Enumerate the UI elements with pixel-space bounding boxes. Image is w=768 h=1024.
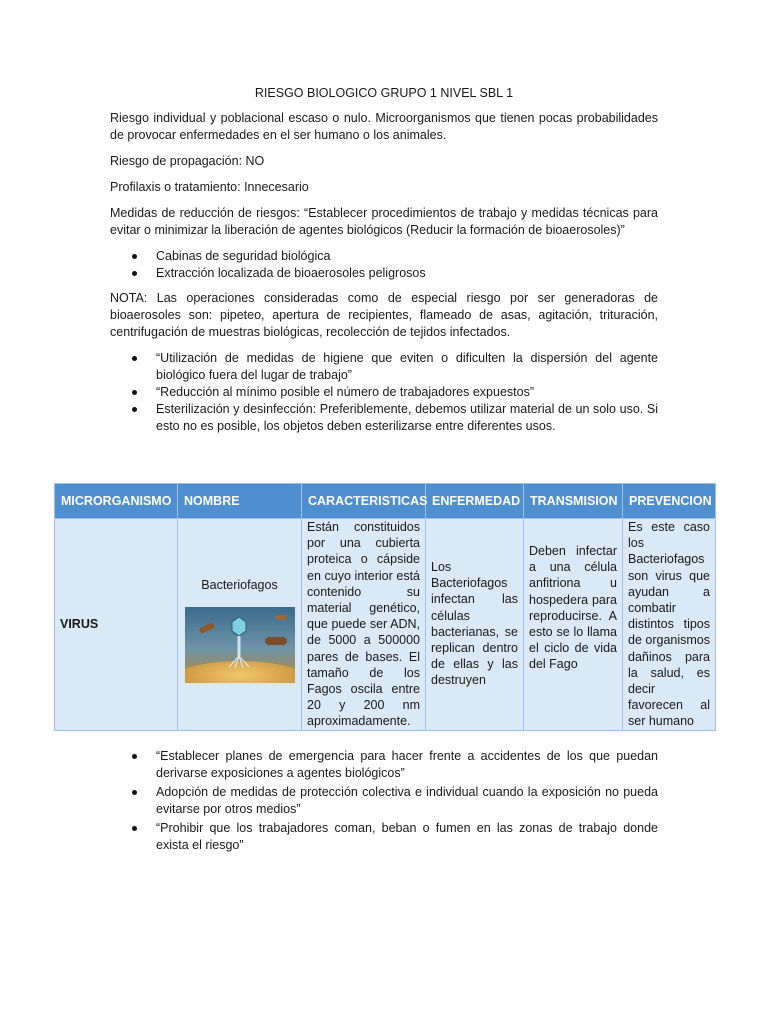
list-item: “Utilización de medidas de higiene que eviten o dificulten la dispersión del agente biológico fuera del lugar de trabajo” (110, 350, 658, 384)
table-row (55, 519, 716, 731)
bullet-icon (132, 356, 137, 361)
hygiene-list (110, 350, 658, 435)
bullet-icon (132, 271, 137, 276)
table-header-row (55, 484, 716, 519)
list-item: Cabinas de seguridad biológica (110, 248, 658, 265)
column-header: NOMBRE (178, 484, 302, 519)
disease-cell: Los Bacteriofagos infectan las células bacterianas, se replican dentro de ellas y las destruyen (426, 519, 524, 731)
bullet-icon (132, 826, 137, 831)
list-item: “Prohibir que los trabajadores coman, beban o fumen en las zonas de trabajo donde exista el riesgo” (110, 820, 658, 854)
intro-paragraph: Riesgo individual y poblacional escaso o nulo. Microorganismos que tienen pocas probabilidades de provocar enfermedades en el ser humano o los animales. (110, 111, 658, 142)
bullet-icon (132, 407, 137, 412)
list-item: Extracción localizada de bioaerosoles peligrosos (110, 265, 658, 282)
measures-paragraph: Medidas de reducción de riesgos: “Establecer procedimientos de trabajo y medidas técnicas para evitar o minimizar la liberación de agentes biológicos (Reducir la formación de bioaerosoles)” (110, 206, 658, 237)
name-cell (178, 519, 302, 731)
risk-table (54, 483, 716, 731)
document-body (110, 86, 658, 443)
bacteriophage-image (185, 607, 295, 683)
bullet-icon (132, 790, 137, 795)
note-paragraph: NOTA: Las operaciones consideradas como de especial riesgo por ser generadoras de bioaerosoles son: pipeteo, apertura de recipientes, flameado de asas, agitación, trituración, centrifugación de muestras biológicas, recolección de tejidos infectados. (110, 291, 658, 339)
bullet-icon (132, 754, 137, 759)
list-item: Esterilización y desinfección: Preferiblemente, debemos utilizar material de un solo uso. Si esto no es posible, los objetos deben esterilizarse entre diferentes usos. (110, 401, 658, 435)
list-item: “Reducción al mínimo posible el número de trabajadores expuestos” (110, 384, 658, 401)
column-header: MICRORGANISMO (55, 484, 178, 519)
emergency-section (110, 748, 658, 862)
propagation-line: Riesgo de propagación: NO (110, 154, 265, 168)
column-header: CARACTERISTICAS (302, 484, 426, 519)
prevention-cell: Es este caso los Bacteriofagos son virus que ayudan a combatir distintos tipos de organismos dañinos para la salud, es decir favorecen al ser humano (623, 519, 716, 731)
name-label: Bacteriofagos (201, 578, 278, 592)
prophylaxis-line: Profilaxis o tratamiento: Innecesario (110, 180, 309, 194)
transmission-cell: Deben infectar a una célula anfitriona u hospedera para reproducirse. A esto se lo llama el ciclo de vida del Fago (524, 519, 623, 731)
list-item: “Establecer planes de emergencia para hacer frente a accidentes de los que puedan derivarse exposiciones a agentes biológicos” (110, 748, 658, 782)
column-header: ENFERMEDAD (426, 484, 524, 519)
bullet-icon (132, 390, 137, 395)
column-header: TRANSMISION (524, 484, 623, 519)
document-title: RIESGO BIOLOGICO GRUPO 1 NIVEL SBL 1 (254, 86, 514, 100)
microorganism-cell: VIRUS (55, 519, 178, 731)
list-item: Adopción de medidas de protección colectiva e individual cuando la exposición no pueda evitarse por otros medios” (110, 784, 658, 818)
emergency-list (110, 748, 658, 854)
characteristics-cell: Están constituidos por una cubierta proteica o cápside en cuyo interior está contenido su material genético, que puede ser ADN, de 5000 a 500000 pares de bases. El tamaño de los Fagos oscila entre 20 y 200 nm aproximadamente. (302, 519, 426, 731)
measures-list (110, 248, 658, 282)
column-header: PREVENCION (623, 484, 716, 519)
bullet-icon (132, 254, 137, 259)
